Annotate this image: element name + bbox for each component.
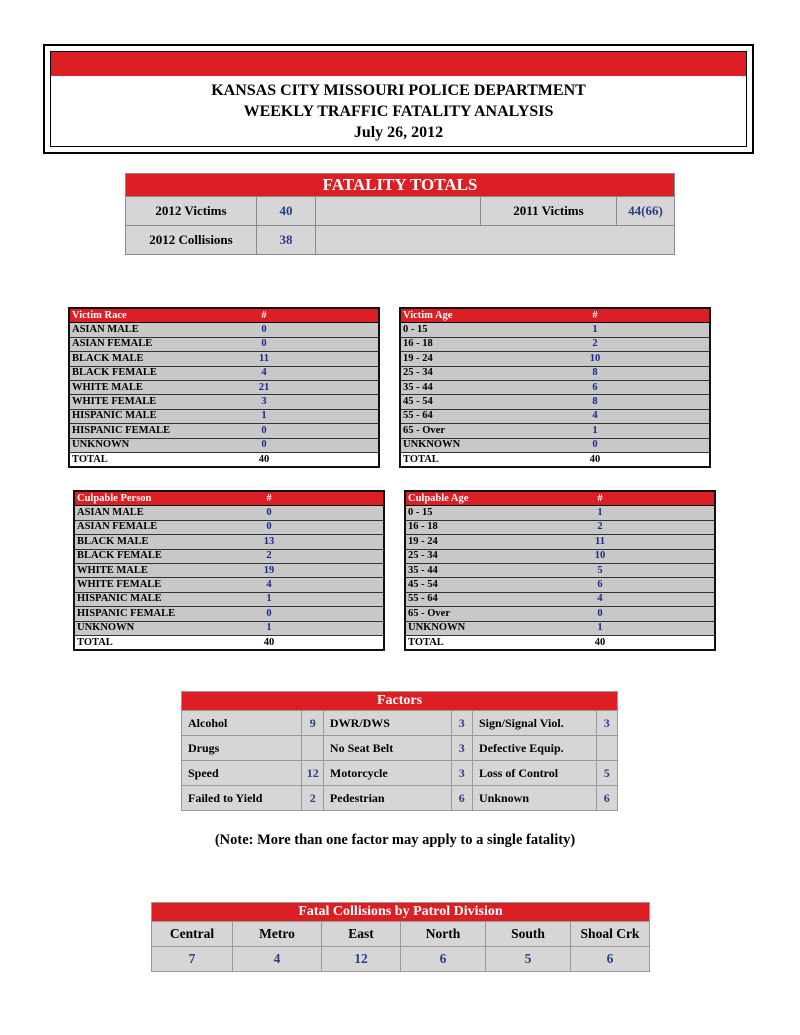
- row-label: 45 - 54: [405, 578, 590, 592]
- table-row: [69, 366, 379, 380]
- patrol-division-table: [151, 902, 650, 972]
- row-value: 11: [254, 352, 274, 366]
- report-header-inner: [50, 51, 747, 147]
- row-value: 0: [254, 337, 274, 351]
- factor-label: Failed to Yield: [182, 786, 302, 811]
- table-row: [400, 323, 710, 337]
- row-value: 0: [254, 424, 274, 438]
- table-row: [405, 506, 715, 520]
- division-title: Fatal Collisions by Patrol Division: [152, 903, 650, 922]
- victim-age-table: [399, 307, 711, 468]
- row-label: 16 - 18: [405, 520, 590, 534]
- culpable-age-col: #: [590, 491, 610, 506]
- total-row: [405, 635, 715, 650]
- table-row: [182, 736, 618, 761]
- table-row: [405, 592, 715, 606]
- factor-label: Motorcycle: [323, 761, 451, 786]
- division-value: 7: [152, 947, 233, 972]
- table-row: [405, 621, 715, 635]
- row-value: 4: [590, 592, 610, 606]
- table-row: [405, 520, 715, 534]
- row-value: 1: [585, 424, 605, 438]
- spacer: [605, 308, 710, 323]
- victims-2011-value: 44(66): [617, 197, 675, 226]
- row-label: 55 - 64: [400, 409, 585, 423]
- row-value: 3: [254, 395, 274, 409]
- factor-label: Sign/Signal Viol.: [472, 711, 596, 736]
- victim-age-col: #: [585, 308, 605, 323]
- row-label: HISPANIC MALE: [69, 409, 254, 423]
- row-value: 8: [585, 366, 605, 380]
- total-value: 40: [254, 452, 274, 467]
- row-value: 0: [585, 438, 605, 452]
- row-label: UNKNOWN: [400, 438, 585, 452]
- culpable-age-table: [404, 490, 716, 651]
- report-title: WEEKLY TRAFFIC FATALITY ANALYSIS: [243, 103, 554, 120]
- table-row: [182, 761, 618, 786]
- report-header: [43, 44, 754, 154]
- row-label: UNKNOWN: [74, 621, 259, 635]
- empty-cell: [316, 226, 675, 255]
- table-row: [69, 409, 379, 423]
- row-value: 1: [590, 621, 610, 635]
- row-label: WHITE FEMALE: [74, 578, 259, 592]
- total-value: 40: [585, 452, 605, 467]
- table-row: [400, 438, 710, 452]
- table-row: [182, 711, 618, 736]
- total-row: [69, 452, 379, 467]
- factor-label: Pedestrian: [323, 786, 451, 811]
- table-row: [74, 506, 384, 520]
- table-row: [400, 409, 710, 423]
- factor-value: [302, 736, 323, 761]
- factor-label: Alcohol: [182, 711, 302, 736]
- fatality-totals-table: [125, 173, 675, 255]
- row-label: 25 - 34: [405, 549, 590, 563]
- factor-value: 3: [451, 736, 472, 761]
- row-label: 19 - 24: [405, 535, 590, 549]
- row-label: ASIAN FEMALE: [69, 337, 254, 351]
- row-label: BLACK FEMALE: [74, 549, 259, 563]
- empty-cell: [316, 197, 481, 226]
- row-label: HISPANIC MALE: [74, 592, 259, 606]
- row-label: 65 - Over: [400, 424, 585, 438]
- row-label: 45 - 54: [400, 395, 585, 409]
- factor-value: 3: [451, 711, 472, 736]
- division-value: 5: [486, 947, 571, 972]
- factor-value: 2: [302, 786, 323, 811]
- spacer: [610, 491, 715, 506]
- row-value: 4: [585, 409, 605, 423]
- report-date: July 26, 2012: [353, 124, 444, 141]
- row-label: ASIAN MALE: [69, 323, 254, 337]
- table-row: [69, 395, 379, 409]
- factor-label: Loss of Control: [472, 761, 596, 786]
- fatality-totals-title: FATALITY TOTALS: [126, 174, 675, 197]
- table-row: [74, 621, 384, 635]
- division-name: Central: [152, 922, 233, 947]
- row-label: 25 - 34: [400, 366, 585, 380]
- spacer: [274, 308, 379, 323]
- table-row: [405, 607, 715, 621]
- total-label: TOTAL: [74, 635, 259, 650]
- culpable-age-title: Culpable Age: [405, 491, 590, 506]
- factor-label: Defective Equip.: [472, 736, 596, 761]
- row-label: BLACK FEMALE: [69, 366, 254, 380]
- division-values-row: [152, 947, 650, 972]
- row-label: WHITE FEMALE: [69, 395, 254, 409]
- row-label: 0 - 15: [405, 506, 590, 520]
- row-value: 21: [254, 380, 274, 394]
- row-label: 19 - 24: [400, 352, 585, 366]
- total-label: TOTAL: [69, 452, 254, 467]
- table-row: [400, 337, 710, 351]
- row-value: 0: [590, 607, 610, 621]
- table-row: [405, 549, 715, 563]
- table-row: [182, 786, 618, 811]
- factor-value: 12: [302, 761, 323, 786]
- factor-label: DWR/DWS: [323, 711, 451, 736]
- total-value: 40: [590, 635, 610, 650]
- table-row: [74, 520, 384, 534]
- factor-value: 6: [596, 786, 617, 811]
- row-value: 1: [254, 409, 274, 423]
- division-value: 6: [571, 947, 650, 972]
- row-label: 35 - 44: [400, 380, 585, 394]
- row-label: HISPANIC FEMALE: [74, 607, 259, 621]
- row-value: 5: [590, 563, 610, 577]
- victims-2012-label: 2012 Victims: [126, 197, 257, 226]
- table-row: [400, 424, 710, 438]
- factor-value: 3: [596, 711, 617, 736]
- culpable-person-col: #: [259, 491, 279, 506]
- factor-value: [596, 736, 617, 761]
- row-value: 2: [590, 520, 610, 534]
- division-value: 12: [322, 947, 401, 972]
- division-name: Metro: [233, 922, 322, 947]
- row-value: 10: [590, 549, 610, 563]
- row-value: 1: [590, 506, 610, 520]
- factor-value: 6: [451, 786, 472, 811]
- table-row: [74, 563, 384, 577]
- table-row: [74, 578, 384, 592]
- table-row: [405, 563, 715, 577]
- division-name: Shoal Crk: [571, 922, 650, 947]
- factors-note: (Note: More than one factor may apply to a single fatality): [214, 832, 576, 848]
- row-label: BLACK MALE: [74, 535, 259, 549]
- row-label: UNKNOWN: [69, 438, 254, 452]
- factor-value: 5: [596, 761, 617, 786]
- row-value: 8: [585, 395, 605, 409]
- victim-race-title: Victim Race: [69, 308, 254, 323]
- table-row: [405, 578, 715, 592]
- row-label: 65 - Over: [405, 607, 590, 621]
- total-label: TOTAL: [400, 452, 585, 467]
- row-value: 0: [254, 323, 274, 337]
- row-value: 6: [590, 578, 610, 592]
- table-row: [69, 438, 379, 452]
- row-value: 2: [259, 549, 279, 563]
- department-title: KANSAS CITY MISSOURI POLICE DEPARTMENT: [211, 82, 586, 99]
- division-name: North: [401, 922, 486, 947]
- victim-race-table: [68, 307, 380, 468]
- culpable-person-table: [73, 490, 385, 651]
- division-value: 6: [401, 947, 486, 972]
- row-value: 10: [585, 352, 605, 366]
- row-value: 0: [259, 506, 279, 520]
- total-row: [400, 452, 710, 467]
- row-label: BLACK MALE: [69, 352, 254, 366]
- table-row: [405, 535, 715, 549]
- header-red-bar: [51, 52, 746, 76]
- table-row: [74, 535, 384, 549]
- row-value: 1: [259, 592, 279, 606]
- row-value: 0: [259, 520, 279, 534]
- victims-2011-label: 2011 Victims: [481, 197, 617, 226]
- table-row: [74, 592, 384, 606]
- row-value: 4: [259, 578, 279, 592]
- table-row: [69, 337, 379, 351]
- row-label: UNKNOWN: [405, 621, 590, 635]
- table-row: [400, 366, 710, 380]
- division-names-row: [152, 922, 650, 947]
- table-row: [69, 352, 379, 366]
- total-label: TOTAL: [405, 635, 590, 650]
- row-value: 13: [259, 535, 279, 549]
- spacer: [279, 491, 384, 506]
- factors-title: Factors: [182, 692, 618, 711]
- row-label: 55 - 64: [405, 592, 590, 606]
- total-row: [74, 635, 384, 650]
- row-value: 2: [585, 337, 605, 351]
- collisions-2012-value: 38: [257, 226, 316, 255]
- total-value: 40: [259, 635, 279, 650]
- row-label: WHITE MALE: [69, 380, 254, 394]
- row-value: 1: [259, 621, 279, 635]
- collisions-2012-label: 2012 Collisions: [126, 226, 257, 255]
- table-row: [69, 424, 379, 438]
- row-label: 16 - 18: [400, 337, 585, 351]
- row-value: 1: [585, 323, 605, 337]
- row-value: 6: [585, 380, 605, 394]
- table-row: [400, 395, 710, 409]
- table-row: [74, 607, 384, 621]
- row-label: ASIAN FEMALE: [74, 520, 259, 534]
- table-row: [74, 549, 384, 563]
- row-label: 35 - 44: [405, 563, 590, 577]
- victim-race-col: #: [254, 308, 274, 323]
- row-value: 19: [259, 563, 279, 577]
- victims-2012-value: 40: [257, 197, 316, 226]
- table-row: [69, 380, 379, 394]
- division-name: East: [322, 922, 401, 947]
- factors-table: [181, 691, 618, 811]
- factor-value: 9: [302, 711, 323, 736]
- culpable-person-title: Culpable Person: [74, 491, 259, 506]
- division-value: 4: [233, 947, 322, 972]
- table-row: [400, 380, 710, 394]
- factor-label: Speed: [182, 761, 302, 786]
- division-name: South: [486, 922, 571, 947]
- factor-label: No Seat Belt: [323, 736, 451, 761]
- table-row: [69, 323, 379, 337]
- row-value: 11: [590, 535, 610, 549]
- header-text: [51, 80, 746, 143]
- factor-label: Unknown: [472, 786, 596, 811]
- row-value: 0: [259, 607, 279, 621]
- row-value: 4: [254, 366, 274, 380]
- row-label: WHITE MALE: [74, 563, 259, 577]
- row-label: ASIAN MALE: [74, 506, 259, 520]
- factor-label: Drugs: [182, 736, 302, 761]
- table-row: [400, 352, 710, 366]
- victim-age-title: Victim Age: [400, 308, 585, 323]
- row-value: 0: [254, 438, 274, 452]
- row-label: HISPANIC FEMALE: [69, 424, 254, 438]
- factor-value: 3: [451, 761, 472, 786]
- row-label: 0 - 15: [400, 323, 585, 337]
